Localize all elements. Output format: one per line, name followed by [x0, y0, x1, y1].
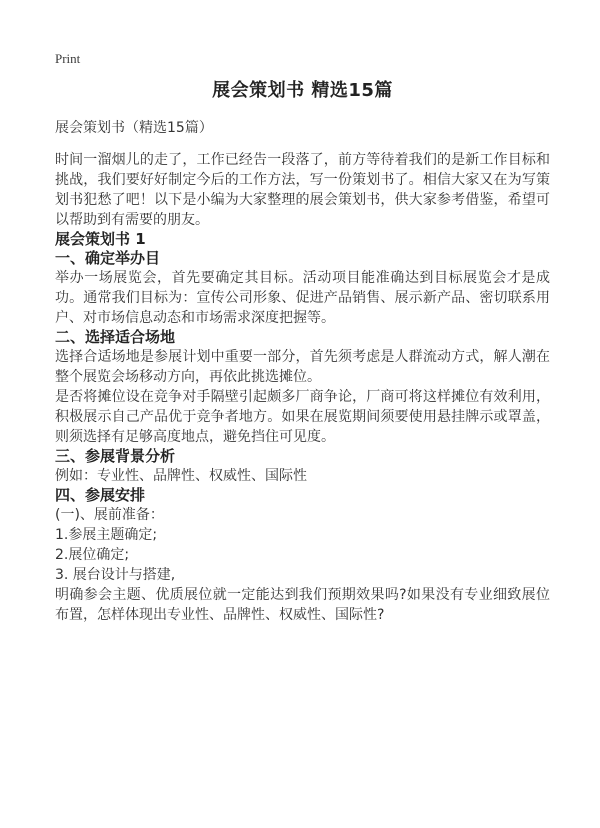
list-item-1: 1.参展主题确定;	[55, 527, 158, 543]
intro-paragraph: 时间一溜烟儿的走了，工作已经告一段落了，前方等待着我们的是新工作目标和挑战，我们要好好制定今后的工作方法，写一份策划书了。相信大家又在为写策划书犯愁了吧！以下是小编为大家整理的展会策划书，供大家参考借鉴，希望可以帮助到有需要的朋友。	[55, 152, 550, 228]
document-subtitle: 展会策划书（精选15篇）	[55, 120, 213, 136]
section-2-paragraph-1: 选择合适场地是参展计划中重要一部分，首先须考虑是人群流动方式，解人潮在整个展览会场移动方向，再依此挑选摊位。	[55, 349, 550, 385]
print-button[interactable]: Print	[55, 51, 81, 66]
list-item-2: 2.展位确定;	[55, 547, 130, 563]
section-1-paragraph: 举办一场展览会，首先要确定其目标。活动项目能准确达到目标展览会才是成功。通常我们目标为：宣传公司形象、促进产品销售、展示新产品、密切联系用户、对市场信息动态和市场需求深度把握等。	[55, 270, 550, 326]
section-2-paragraph-2: 是否将摊位设在竞争对手隔壁引起颇多厂商争论，厂商可将这样摊位有效利用，积极展示自己产品优于竞争者地方。如果在展览期间须要使用悬挂牌示或罩盖，则须选择有足够高度地点，避免挡住可见度。	[55, 389, 550, 445]
section-2-heading: 二、选择适合场地	[55, 328, 176, 346]
section-1-heading: 一、确定举办目	[55, 249, 161, 267]
section-3-heading: 三、参展背景分析	[55, 447, 176, 465]
section-3-paragraph: 例如：专业性、品牌性、权威性、国际性	[55, 468, 307, 484]
list-item-3: 3. 展台设计与搭建,	[55, 567, 176, 583]
section-4-closing-paragraph: 明确参会主题、优质展位就一定能达到我们预期效果吗?如果没有专业细致展位布置，怎样体现出专业性、品牌性、权威性、国际性?	[55, 587, 550, 623]
pre-show-preparation-label: (一)、展前准备：	[55, 507, 164, 523]
section-4-heading: 四、参展安排	[55, 486, 146, 504]
plan-1-heading: 展会策划书 1	[55, 230, 146, 248]
document-title: 展会策划书 精选15篇	[212, 80, 393, 101]
